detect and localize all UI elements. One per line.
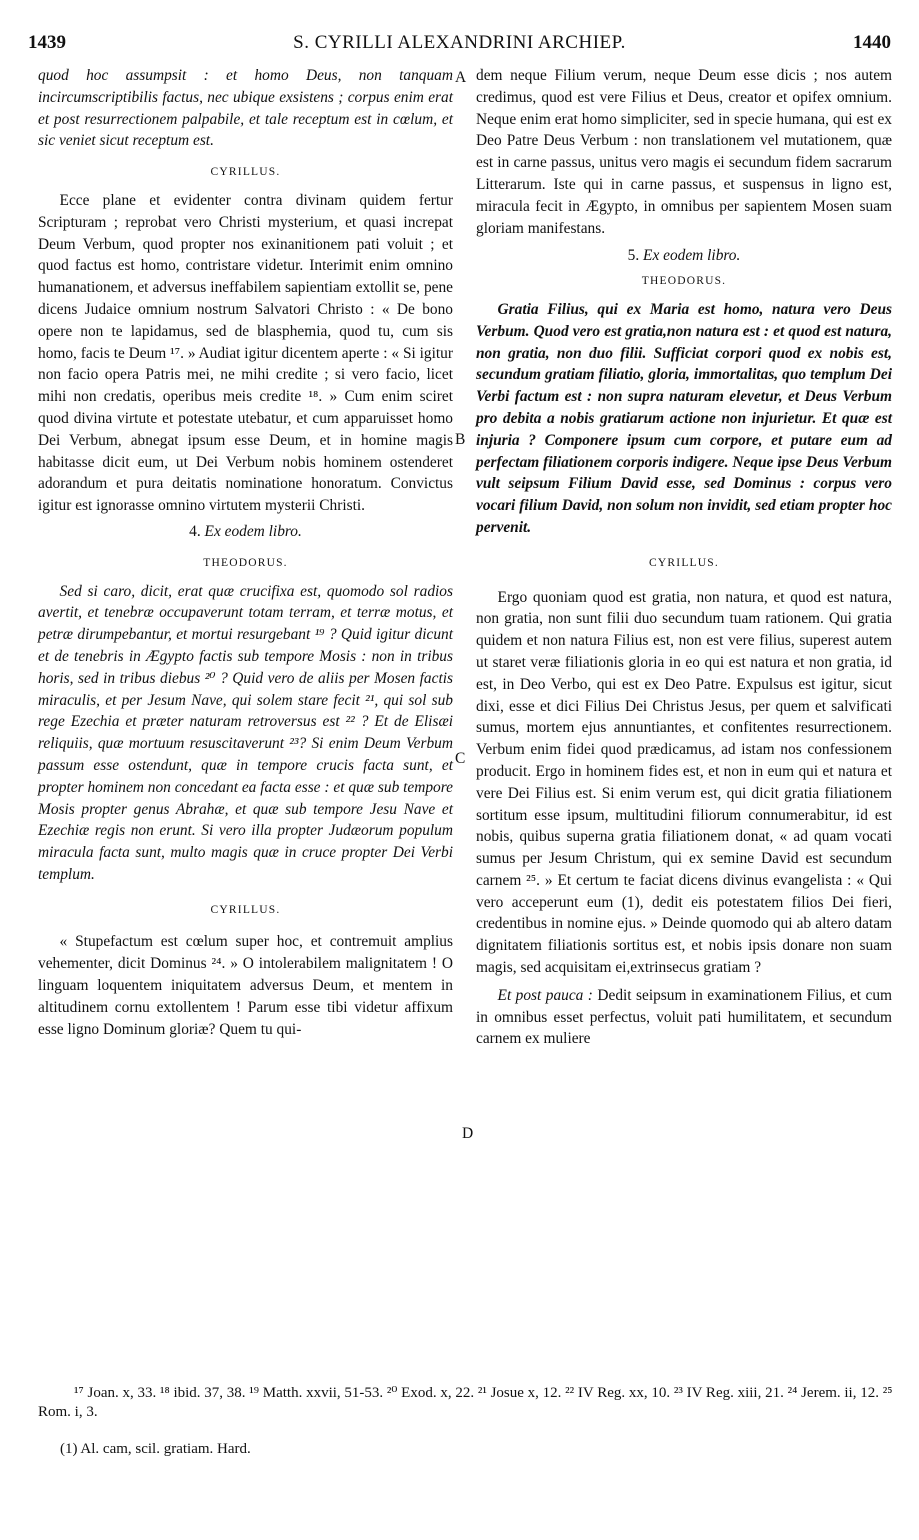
right-paragraph-4 [476,985,892,1050]
section-number: 5. [627,247,640,265]
speaker-heading: CYRILLUS. [210,166,281,179]
speaker-heading: CYRILLUS. [649,556,719,569]
left-paragraph-3: Sed si caro, dicit, erat quæ crucifixa est, quomodo sol radios avertit, et tenebræ occupaverunt totam terram, et terræ motus, et petræ dirumpebantur, et mortui resurgebant ¹⁹ ? Quid igitur dicunt et de tenebris in Ægypto factis sub tempore Mosis : non in tribus horis, sed in tribus diebus ²⁰ ? Quid vero de aliis per Mosen factis miraculis, et per Jesum Nave, qui solem stare fecit ²¹, qui sol sub rege Ezechia et præter naturam retroversus est ²² ? Et de Elisæi reliquiis, quæ mortuum resuscitaverunt ²³? Si enim Deum Verbum passum esse ostendunt, quæ in tempore crucis facta sunt, et propter hominem non concedant ea facta esse : et quæ sub tempore Mosis propter genus Abrahæ, et quæ sub tempore Jesu Nave et Ezechiæ regis non erunt. Si vero illa propter Judæorum populum miracula facta sunt, multo magis quæ in cruce propter Dei Verbi templum. [38,582,453,883]
page-header [0,0,919,62]
left-paragraph-2: Ecce plane et evidenter contra divinam quidem fertur Scripturam ; reprobat vero Christi mysterium, et quasi increpat Deum Verbum, quod propter nos exinanitionem pati voluit ; et quod factus est homo, contristare videtur. Interimit enim omnino humanationem, et adversus ineffabilem sapientiam extollit se, pene dicens Judaice omnium nostrum Salvatori Christo : « De bono opere non te lapidamus, sed de blasphemia, quod tu, cum sis homo, facis te Deum ¹⁷. » Audiat igitur dicentem aperte : « Si igitur non facio opera Patris mei, ne mihi credite ; si vero facio, licet mihi non credatis, operibus meis credite ¹⁸. » Cum enim sciret quod divina virtute et potestate utebatur, et cum apparuisset homo Dei Verbum, abnegat ipsum esse Deum, et in homine magis habitasse dicit eum, ut Dei Verbum nobis hominem ostenderet adorandum et pura deitatis nominatione honoratum. Convictus igitur est ignorasse omnino virtutem mysterii Christi. [38,191,453,515]
paragraph-lead: Et post pauca : [497,986,593,1004]
section-heading [38,521,453,543]
right-paragraph-3: Ergo quoniam quod est gratia, non natura, et quod est natura, non gratia, non sunt filii duo secundum tuam rationem. Qui gratia quidem et non natura Filius est, non est vere filius, superest autem ut staret veræ filiationis gloria in eo qui est natura et non gratia, id est, in Deo Verbo, qui est ex Deo Patre. Expulsus est igitur, sicut dixi, esse et dici Filius Dei Christus Jesus, per quem et salvificati sumus, mortem ejus annuntiantes, et confitentes resurrectionem. Verbum enim fidei quod prædicamus, ad istam nos confessionem producit. Ergo in hominem fides est, et non in eum qui et natura et vere Dei Filius est. Si enim verum est, qui dicit gratia filiationem sortitum esse ipsum, multitudini filiorum connumerabitur, id est nobis, quibus superna gratia filiationem donat, « ad quam vocati sumus per Jesum Christum, qui ex semine David est secundum carnem ²⁵. » Et certum te faciat dicens divinus evangelista : « Qui vero acceperunt eum (1), dedit eis potestatem filios Dei fieri, credentibus in nomine ejus. » Deinde quomodo qui ab altero datam dignitatem filiationis sortitus est, et nobis ipsis donare non suam magis, sed acquisitam ei,extrinsecus gratiam ? [476,588,892,977]
margin-marker-d: D [462,1125,474,1142]
right-column [476,65,892,1050]
speaker-heading: THEODORUS. [641,275,727,288]
margin-marker-b: B [455,431,466,448]
left-paragraph-1: quod hoc assumpsit : et homo Deus, non tanquam incircumscriptibilis factus, nec ubique exsistens ; corpus enim erat et post resurrectionem palpabile, et tale receptum est in cœlum, et sic veniet sicut receptum est. [38,67,453,150]
speaker-heading: THEODORUS. [203,556,288,569]
margin-marker-a: A [455,69,467,86]
section-heading [476,245,892,267]
page-number-left: 1439 [28,32,66,53]
page-number-right: 1440 [853,32,891,53]
right-paragraph-1: dem neque Filium verum, neque Deum esse dicis ; nos autem credimus, quod est vere Filius et Deus, creator et opifex omnium. Neque enim erat homo simpliciter, sed in specie humana, qui est ex Deo Patre Deus Verbum : non translationem vel mutationem, quæ est in carne passus, unitus vero magis ei secundum fidem sacrarum Litterarum. Iste qui in carne passus, et suspensus in ligno est, miracula fecit in Ægypto, in omnibus per sapientem Mosen suam gloriam manifestans. [476,67,892,237]
section-number: 4. [189,522,201,540]
right-paragraph-2: Gratia Filius, qui ex Maria est homo, natura vero Deus Verbum. Quod vero est gratia,non natura est : et quod est natura, non gratia, non duo filii. Sufficiat corpori quod ex nobis est, secundum gratiam filiatio, gloria, immortalitas, quo templum Dei Verbi factum est : non supra naturam elevetur, et Deus Verbum pro debita a nobis gratiarum actione non injurietur. Et quæ est injuria ? Componere ipsum cum corpore, et putare eum ad perfectam filiationem corporis indigere. Neque ipse Deus Verbum vult seipsum Filium David esse, sed Dominus : corpus vero vocari filium David, non solum non invidit, sed etiam propter hoc pervenit. [476,300,892,536]
paragraph-body: Dedit seipsum in examinationem Filius, et cum in omnibus esset perfectus, voluit pati humilitatem, et secundum carnem ex muliere [476,986,892,1048]
footnotes-references: ¹⁷ Joan. x, 33. ¹⁸ ibid. 37, 38. ¹⁹ Matth. xxvii, 51-53. ²⁰ Exod. x, 22. ²¹ Josue x, 12. ²² IV Reg. xx, 10. ²³ IV Reg. xiii, 21. ²⁴ Jerem. ii, 12. ²⁵ Rom. i, 3. [38,1385,893,1420]
speaker-heading: CYRILLUS. [210,903,281,916]
section-title: Ex eodem libro. [643,247,741,265]
running-title: S. CYRILLI ALEXANDRINI ARCHIEP. [293,32,626,53]
left-paragraph-4: « Stupefactum est cœlum super hoc, et contremuit amplius vehementer, dicit Dominus ²⁴. » O intolerabilem malignitatem ! O linguam loquentem iniquitatem adversus Deum, et mentem in altitudinem cornu extollentem ! Parum esse tibi videtur affixum esse ligno Dominum gloriæ? Quem tu qui- [38,933,453,1038]
footnote-note: (1) Al. cam, scil. gratiam. Hard. [60,1441,251,1457]
margin-marker-c: C [455,750,466,767]
section-title: Ex eodem libro. [204,522,302,540]
left-column [38,65,453,1040]
